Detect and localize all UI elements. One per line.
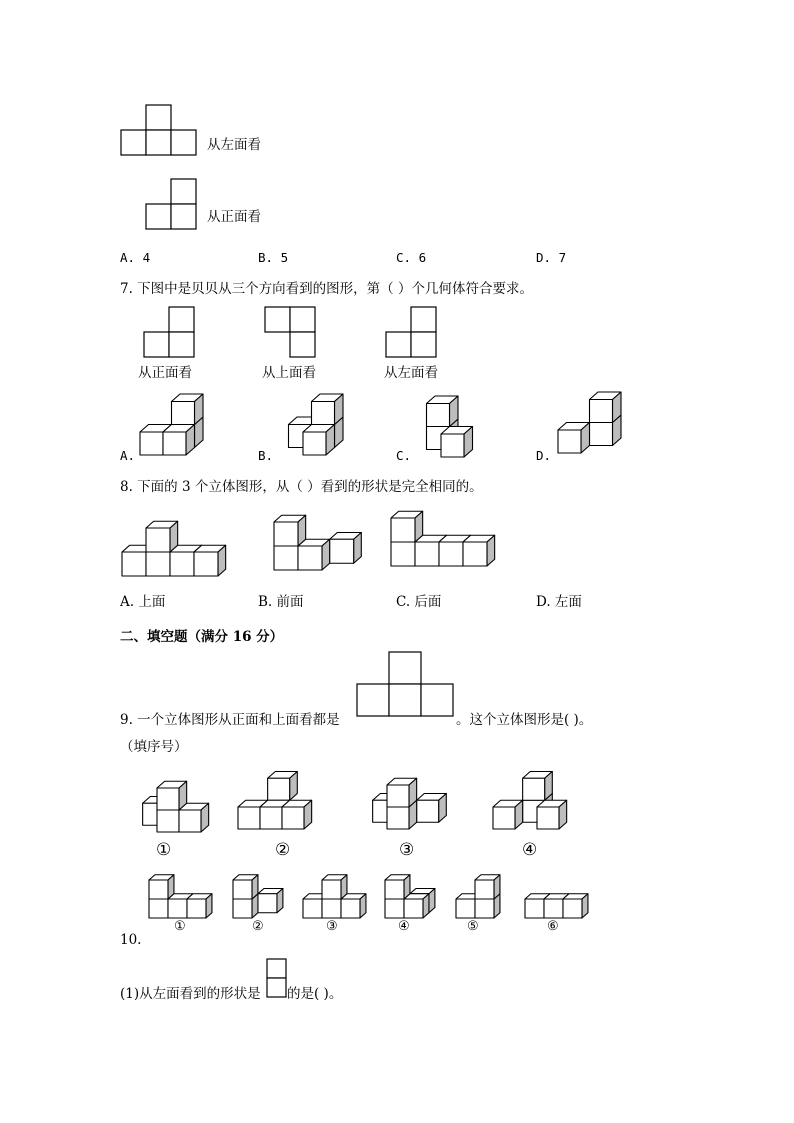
q8-solid-1 [120,510,245,580]
q7-option-c[interactable]: C. [396,448,412,463]
q10-solid-4 [383,873,443,921]
q7-option-d[interactable]: D. [536,448,552,463]
front-view-label: 从正面看 [207,209,261,225]
q7-left-view-label: 从左面看 [384,365,438,381]
q9-view-figure [357,651,455,719]
q8-option-d[interactable]: D. 左面 [536,594,582,610]
q7-left-view [385,306,441,360]
q9-solid-2[interactable] [236,771,321,837]
q10-label-4: ④ [398,919,410,934]
q6-option-d[interactable]: D. 7 [536,250,567,265]
q7-front-view-label: 从正面看 [138,365,192,381]
q10-number: 10. [120,932,142,948]
left-view-label: 从左面看 [207,137,261,153]
q10-sub1-start: (1)从左面看到的形状是 [120,986,261,1002]
q6-option-a[interactable]: A. 4 [120,250,151,265]
q7-top-view-label: 从上面看 [262,365,316,381]
q9-solid-3[interactable] [363,771,458,837]
front-view-figure [145,178,201,232]
q8-option-c[interactable]: C. 后面 [396,594,442,610]
q8-question: 8. 下面的 3 个立体图形，从（ ）看到的形状是完全相同的。 [120,479,483,495]
q10-solid-3 [301,873,371,921]
q6-option-c[interactable]: C. 6 [396,250,427,265]
q9-label-1: ① [156,840,172,860]
q9-solid-4[interactable] [491,771,576,837]
q10-sub1-view [266,958,288,1000]
q7-option-b[interactable]: B. [258,448,274,463]
q8-solid-3 [389,506,514,576]
q10-label-2: ② [252,919,264,934]
q9-label-2: ② [275,840,291,860]
q10-label-5: ⑤ [467,919,479,934]
q8-solid-2 [272,508,372,578]
q9-hint: （填序号） [120,739,188,755]
q7-solid-a[interactable] [138,390,202,460]
q9-label-3: ③ [399,840,415,860]
q6-option-b[interactable]: B. 5 [258,250,289,265]
q10-label-6: ⑥ [547,919,559,934]
q9-question-start: 9. 一个立体图形从正面和上面看都是 [120,712,340,728]
q9-question-end: 。这个立体图形是( )。 [456,712,593,728]
q8-option-b[interactable]: B. 前面 [258,594,304,610]
q7-solid-c[interactable] [416,394,480,460]
q9-label-4: ④ [522,840,538,860]
q7-solid-b[interactable] [278,398,342,460]
q10-label-1: ① [174,919,186,934]
q7-front-view [144,306,200,360]
q10-solid-6 [523,885,603,921]
q7-question: 7. 下图中是贝贝从三个方向看到的图形，第（ ）个几何体符合要求。 [120,281,533,297]
q7-top-view [264,306,320,360]
q10-solid-1 [147,873,217,921]
q10-solid-2 [231,873,291,921]
q10-label-3: ③ [326,919,338,934]
q7-solid-d[interactable] [556,392,626,460]
left-view-figure [120,104,200,158]
q10-solid-5 [454,866,514,921]
q7-option-a[interactable]: A. [120,448,136,463]
q8-option-a[interactable]: A. 上面 [120,594,166,610]
q10-sub1-end: 的是( )。 [287,986,343,1002]
q9-solid-1[interactable] [133,778,213,838]
section-heading: 二、填空题（满分 16 分） [120,629,284,645]
